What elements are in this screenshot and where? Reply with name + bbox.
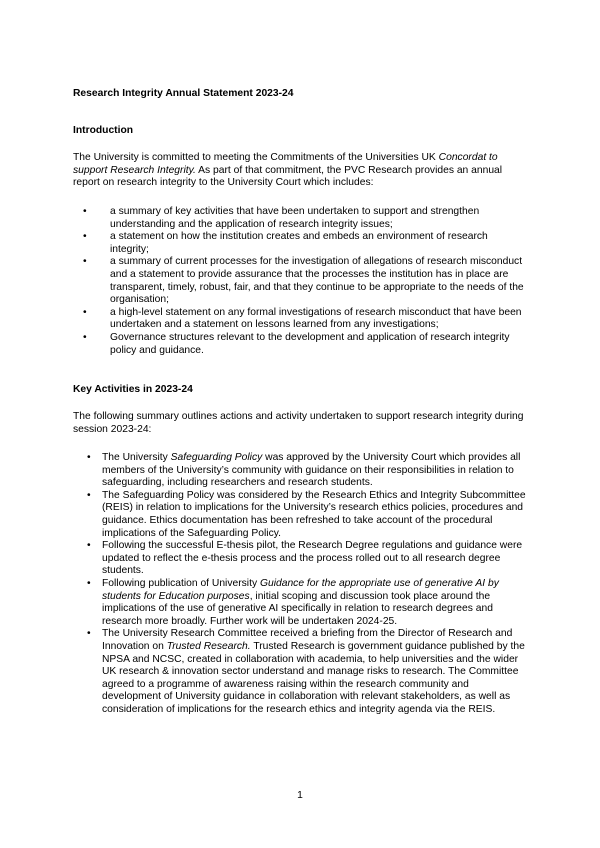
list-item: • The Safeguarding Policy was considered by the Research Ethics and Integrity Subcommittee (REIS) in relation to implications for the University’s research ethics policies, procedures and guidance. Ethics documentation has been refreshed to take account of the procedural implications of the Safeguarding Policy. [73,490,528,540]
page-title: Research Integrity Annual Statement 2023-24 [73,88,294,99]
key-activities-heading: Key Activities in 2023-24 [73,384,193,395]
list-item: • Following publication of University Guidance for the appropriate use of generative AI by students for Education purposes, initial scoping and discussion took place around the implications of the use of generative AI specifically in relation to research degrees and research more broadly. Further work will be undertaken 2024-25. [73,578,528,628]
page-number: 1 [297,790,303,801]
list-item: • a summary of key activities that have been undertaken to support and strengthen understanding and the application of research integrity issues; [73,206,528,231]
list-item: • a high-level statement on any formal investigations of research misconduct that have been undertaken and a statement on lessons learned from any investigations; [73,307,528,332]
list-item: • a summary of current processes for the investigation of allegations of research misconduct and a statement to provide assurance that the processes the institution has in place are transparent, timely, robust, fair, and that they continue to be appropriate to the needs of the organisation; [73,256,528,306]
key-activities-intro: The following summary outlines actions and activity undertaken to support research integrity during session 2023-24: [73,411,524,435]
key-activities-list [73,452,528,716]
list-item: • The University Safeguarding Policy was approved by the University Court which provides all members of the University’s community with guidance on their responsibilities in relation to safeguarding, including researchers and research students. [73,452,528,490]
list-item: • The University Research Committee received a briefing from the Director of Research and Innovation on Trusted Research. Trusted Research is government guidance published by the NPSA and NCSC, created in collaboration with academia, to help universities and the wider UK research & innovation sector understand and manage risks to research. The Committee agreed to a programme of awareness raising within the research community and development of University guidance in collaboration with relevant stakeholders, as well as consideration of implications for the research ethics and integrity agenda via the REIS. [73,628,528,716]
introduction-heading: Introduction [73,125,134,136]
introduction-paragraph: The University is committed to meeting the Commitments of the Universities UK Concordat to support Research Integrity. As part of that commitment, the PVC Research provides an annual report on research integrity to the University Court which includes: [73,152,503,189]
list-item: • a statement on how the institution creates and embeds an environment of research integrity; [73,231,528,256]
list-item: • Following the successful E-thesis pilot, the Research Degree regulations and guidance were updated to reflect the e-thesis process and the process rolled out to all research degree students. [73,540,528,578]
list-item: • Governance structures relevant to the development and application of research integrity policy and guidance. [73,332,528,357]
introduction-list [73,206,528,357]
